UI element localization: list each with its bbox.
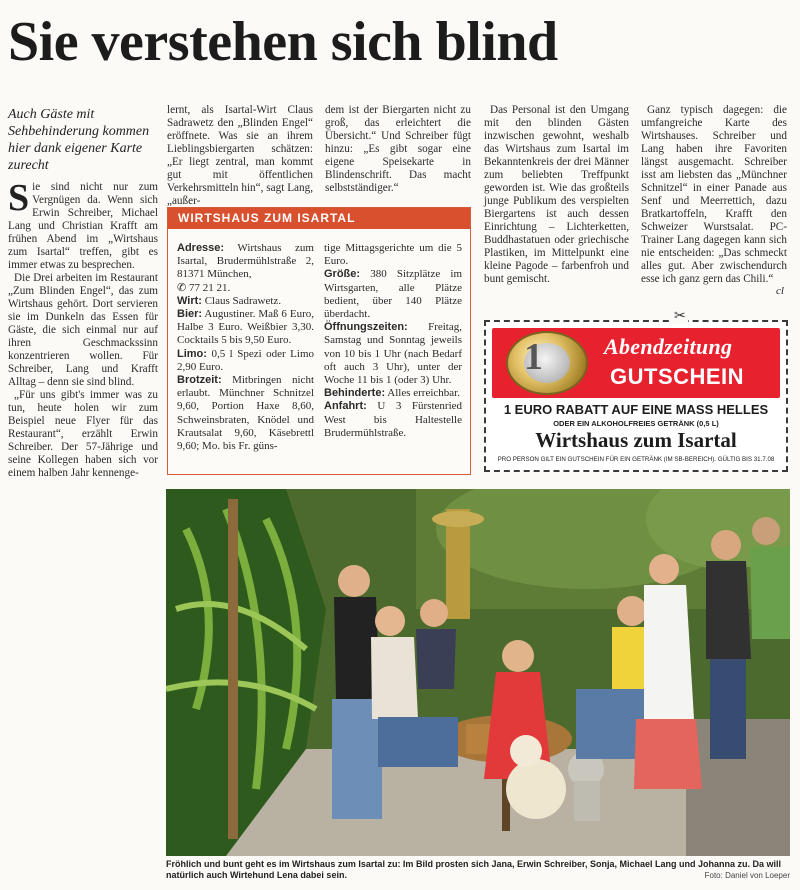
coupon[interactable] (484, 320, 788, 472)
info-limo (177, 348, 314, 374)
coupon-venue: Wirtshaus zum Isartal (535, 428, 737, 452)
info-box (167, 207, 471, 475)
info-column-left (177, 242, 314, 453)
article-column-4 (484, 104, 629, 286)
info-bier (177, 308, 314, 348)
article-column-1 (8, 177, 158, 480)
groesse-value: 380 Sitzplätze im Wirtsgarten, alle Plätze bedient, über 140 Plätze überdacht. (324, 268, 463, 321)
anfahrt-value: U 3 Fürstenried West bis Haltestelle Brudermühlstraße. (324, 400, 463, 439)
info-oeffnungszeiten (324, 321, 462, 387)
brand-logo: Abendzeitung (604, 334, 733, 359)
column-2-text: lernt, als Isartal-Wirt Claus Sadrawetz den „Blinden Engel“ eröffnete. Was sie an ihrem Lieblingsbiergarten schätzen: „Er liegt zentral, man kommt gut mit öffentlichen Verkehrsmitteln hin“, sagt Lang, „außer- (167, 104, 313, 207)
oeffnungszeiten-value: Freitag, Samstag und Sonntag jeweils von 10 bis 1 Uhr (nach Bedarf oft auch 3 Uhr), unter der Woche 11 bis 1 (oder 3) Uhr. (324, 321, 462, 387)
coupon-title: GUTSCHEIN (610, 364, 745, 389)
oeffnungszeiten-label: Öffnungszeiten: (324, 321, 408, 334)
subhead: Auch Gäste mit Sehbehinderung kommen hier dank eigener Karte zurecht (8, 107, 150, 173)
column-3-text: dem ist der Biergarten nicht zu groß, das erleichtert die Übersicht.“ Und Schreiber fügt hinzu: „Es gibt sogar eine eigene Speisekarte in Blindenschrift. Das macht selbstständiger.“ (325, 104, 471, 194)
photo-credit: Foto: Daniel von Loeper (704, 871, 790, 880)
groesse-label: Größe: (324, 268, 361, 281)
limo-label: Limo: (177, 347, 207, 360)
info-groesse (324, 268, 462, 321)
coupon-fine-print: PRO PERSON GILT EIN GUTSCHEIN FÜR EIN GETRÄNK (IM SB-BEREICH). GÜLTIG BIS 31.7.08 (497, 456, 775, 463)
coupon-offer: 1 EURO RABATT AUF EINE MASS HELLES (503, 402, 769, 417)
behinderte-label: Behinderte: (324, 387, 386, 400)
info-behinderte (324, 387, 462, 400)
info-anfahrt (324, 400, 462, 440)
limo-value: 0,5 l Spezi oder Limo 2,90 Euro. (177, 347, 314, 373)
column-1-paragraph-2: Die Drei arbeiten im Restaurant „Zum Blinden Engel“, das zum Wirtshaus gehört. Dort servieren sie im Dunkeln das Essen für Gäste, die sich einmal nur auf ihren Geschmackssinn konzentrieren wollen. Für Schreiber, Lang und Krafft Alltag – denn sie sind blind. (8, 272, 158, 388)
beer-garden-photo (166, 489, 790, 856)
info-brotzeit (177, 374, 314, 453)
brotzeit-continued: tige Mittagsgerichte um die 5 Euro. (324, 242, 462, 268)
info-wirt (177, 295, 314, 308)
brotzeit-value: Mitbringen nicht erlaubt. Münchner Schnitzel 9,60, Portion Haxe 8,60, Schweinsbraten, Knödel und Krautsalat 9,60, Käsebrettl 9,60; Mo. bis Fr. güns- (177, 374, 314, 453)
article-column-5 (641, 104, 787, 286)
headline: Sie verstehen sich blind (8, 11, 558, 73)
bier-label: Bier: (177, 308, 203, 321)
info-address (177, 242, 314, 295)
author-byline: cl (776, 285, 784, 297)
brotzeit-label: Brotzeit: (177, 374, 222, 387)
article-column-2 (167, 104, 313, 208)
column-5-text: Ganz typisch dagegen: die umfangreiche Karte des Wirtshauses. Schreiber und Lang haben ihre Favoriten längst ausgemacht. Schreiber isst am liebsten das „Münchner Schnitzel“ in einer Panade aus Senf und Meerrettich, dazu Bratkartoffeln, Krafft den Schweizer Wurstsalat. PC-Trainer Lang dagegen kann sich nie entscheiden: „Das schmeckt alles gut. Aber zwischendurch esse ich ganz gern das Chili.“ (641, 104, 787, 285)
photo-caption: Fröhlich und bunt geht es im Wirtshaus zum Isartal zu: Im Bild prosten sich Jana, Erwin Schreiber, Sonja, Michael Lang und Johanna zu. Da will natürlich auch Wirtehund Lena dabei sein. (166, 859, 782, 880)
anfahrt-label: Anfahrt: (324, 400, 367, 413)
coin-value: 1 (524, 336, 543, 378)
address-label: Adresse: (177, 242, 225, 254)
scissors-icon: ✂ (674, 308, 686, 324)
article-column-3 (325, 104, 471, 195)
dropcap: S (8, 177, 30, 219)
info-box-title: WIRTSHAUS ZUM ISARTAL (168, 208, 470, 229)
behinderte-value: Alles erreichbar. (387, 387, 460, 400)
euro-coin-icon (506, 331, 588, 395)
column-1-paragraph-1: ie sind nicht nur zum Vergnügen da. Wenn sich Erwin Schreiber, Michael Lang und Christian Krafft am frühen Abend im „Wirtshaus zum Isartal“ treffen, gibt es immer etwas zu besprechen. (8, 181, 158, 271)
phone-number: ✆ 77 21 21. (177, 281, 231, 294)
column-1-paragraph-3: „Für uns gibt's immer was zu tun, heute holen wir zum Beispiel neue Flyer für das Restaurant“, erzählt Erwin Schreiber. Der 57-Jährige und seine Kollegen haben sich vor einem halben Jahr kennenge- (8, 389, 158, 479)
wirt-value: Claus Sadrawetz. (204, 294, 282, 307)
coupon-banner (492, 328, 780, 398)
column-4-text: Das Personal ist den Umgang mit den blinden Gästen inzwischen gewohnt, weshalb das Wirtshaus zum Isartal im Bekanntenkreis der drei Männer zum beliebten Treffpunkt geworden ist. Wie das großteils junge Publikum des verspielten Biergartens ist auch dessen Einrichtung – Lichterketten, Buddhastatuen oder griechische Plastiken, im Mittelpunkt eine kleine Pagode – farbenfroh und bunt gemischt. (484, 104, 629, 285)
address-value: Wirtshaus zum Isartal, Brudermühlstraße 2, 81371 München, (177, 242, 314, 281)
info-column-right (324, 242, 462, 440)
wirt-label: Wirt: (177, 294, 202, 307)
coupon-offer-sub: ODER EIN ALKOHOLFREIES GETRÄNK (0,5 L) (553, 419, 719, 428)
bier-value: Augustiner. Maß 6 Euro, Halbe 3 Euro. Weißbier 3,30. Cocktails 5 bis 9,50 Euro. (177, 308, 314, 347)
